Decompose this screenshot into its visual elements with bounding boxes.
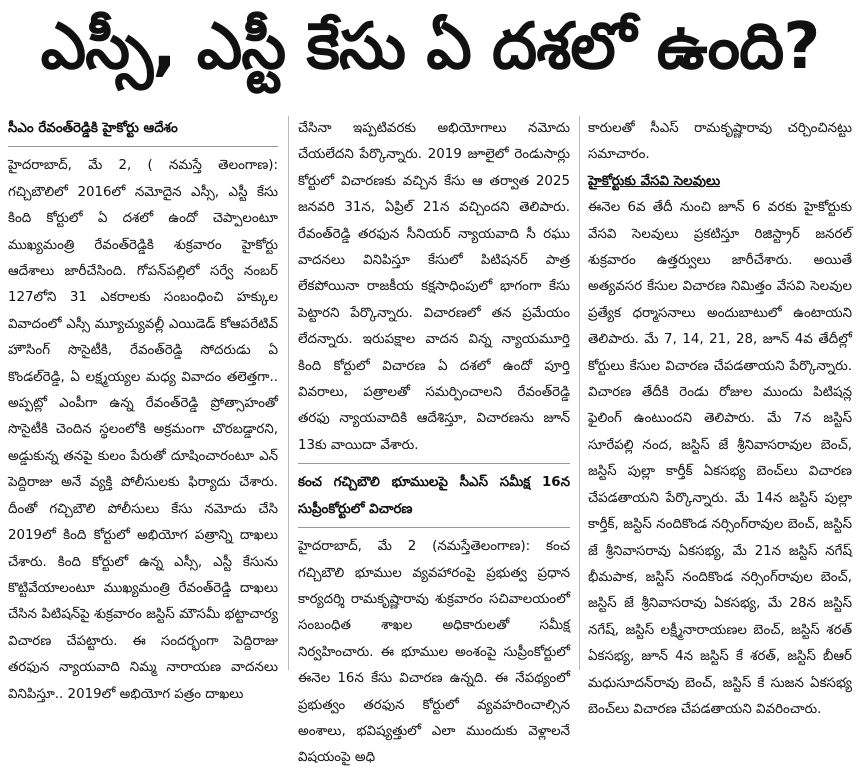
article-paragraph: హైదరాబాద్‌, మే 2 (నమస్తేతెలంగాణ): కంచ గచ్చిబౌలి భూముల వ్యవహారంపై ప్రభుత్వ ప్రధాన కార్యదర్శి రామకృష్ణారావు శుక్రవారం సచివాలయంలో సంబంధిత శాఖల అధికారులతో సమీక్ష నిర్వహించారు. ఈ భూముల అంశంపై సుప్రీంకోర్టులో ఈనెల 16న కేసు విచారణ ఉన్నది. ఈ నేపథ్యంలో ప్రభుత్వం తరఫున కోర్టులో వ్యవహరించాల్సిన అంశాలు, భవిష్యత్తులో ఎలా ముందుకు వెళ్లాలనే విషయంపై అధి [298,539,570,766]
column-1 [8,116,278,702]
column-divider [288,116,289,670]
article-paragraph: కారులతో సీఎస్‌ రామకృష్ణారావు చర్చించినట్టు సమాచారం. [588,121,852,163]
article-paragraph: చేసినా ఇప్పటివరకు అభియోగాలు నమోదు చేయలేదని పేర్కొన్నారు. 2019 జూలైలో రెండుసార్లు కోర్టులో విచారణకు వచ్చిన కేసు ఆ తర్వాత 2025 జనవరి 31న, ఏప్రిల్‌ 21న వచ్చిందని తెలిపారు. రేవంత్‌రెడ్డి తరఫున సీనియర్‌ న్యాయవాది సీ రఘు వాదనలు వినిపిస్తూ కేసులో పిటిషనర్‌ పాత్ర లేకపోయినా రాజకీయ కక్షసాధింపులో భాగంగా కేసు పెట్టారని పేర్కొన్నారు. విచారణలో తన ప్రమేయం లేదన్నారు. ఇరుపక్షాల వాదన విన్న న్యాయమూర్తి కింది కోర్టులో విచారణ ఏ దశలో ఉందో పూర్తి వివరాలు, పత్రాలతో సమర్పించాలని రేవంత్‌రెడ్డి తరఫు న్యాయవాదికి ఆదేశిస్తూ, విచారణను జూన్‌ 13కు వాయిదా వేశారు. [298,121,570,453]
divider-line [298,463,570,464]
divider-line [8,146,278,147]
article-paragraph: హైదరాబాద్‌, మే 2, ( నమస్తే తెలంగాణ): గచ్చిబౌలిలో 2016లో నమోదైన ఎస్సీ, ఎస్టీ కేసు కింది కోర్టులో ఏ దశలో ఉందో చెప్పాలంటూ ముఖ్యమంత్రి రేవంత్‌రెడ్డికి శుక్రవారం హైకోర్టు ఆదేశాలు జారీచేసింది. గోపన్‌పల్లిలో సర్వే నంబర్‌ 127లోని 31 ఎకరాలకు సంబంధించి హక్కుల వివాదంలో ఎస్సీ మ్యూచ్యువల్లీ ఎయిడెడ్‌ కోఆపరేటివ్‌ హౌసింగ్‌ సొసైటీకి, రేవంత్‌రెడ్డి సోదరుడు ఏ కొండల్‌రెడ్డి, ఏ లక్ష్మయ్యల మధ్య వివాదం తలెత్తగా.. అప్పట్లో ఎంపీగా ఉన్న రేవంత్‌రెడ్డి ప్రోత్సాహంతో సొసైటీకి చెందిన స్థలంలోకి అక్రమంగా చొరబడ్డారని, అడ్డుకున్న తనపై కులం పేరుతో దూషించారంటూ ఎన్‌ పెద్దిరాజు అనే వ్యక్తి పోలీసులకు ఫిర్యాదు చేశారు. దీంతో గచ్చిబౌలి పోలీసులు కేసు నమోదు చేసి 2019లో కింది కోర్టులో అభియోగ పత్రాన్ని దాఖలు చేశారు. కింది కోర్టులో ఉన్న ఎస్సీ, ఎస్టీ కేసును కొట్టివేయాలంటూ ముఖ్యమంత్రి రేవంత్‌రెడ్డి దాఖలు చేసిన పిటిషన్‌పై శుక్రవారం జస్టిస్‌ మౌసమీ భట్టాచార్య విచారణ చేపట్టారు. ఈ సందర్భంగా పెద్దిరాజు తరఫున న్యాయవాది నిమ్మ నారాయణ వాదనలు వినిపిస్తూ.. 2019లో అభియోగ పత్రం దాఖలు [8,158,278,702]
headline: ఎస్సీ, ఎస్టీ కేసు ఏ దశలో ఉంది? [40,9,820,84]
column-divider [579,116,580,670]
column-3 [588,116,852,717]
section-subheadline: కంచ గచ్చిబౌలి భూములపై సీఎస్‌ సమీక్ష 16న సుప్రీంకోర్టులో విచారణ [298,475,570,517]
section-subheadline: హైకోర్టుకు వేసవి సెలవులు [588,173,721,189]
column-2 [298,116,570,766]
subheadline: సీఎం రేవంత్‌రెడ్డికి హైకోర్టు ఆదేశం [8,121,178,136]
divider-line [298,527,570,528]
article-paragraph: ఈనెల 6వ తేదీ నుంచి జూన్‌ 6 వరకు హైకోర్టుకు వేసవి సెలవులు ప్రకటిస్తూ రిజిస్ట్రార్‌ జనరల్‌ శుక్రవారం ఉత్తర్వులు జారీచేశారు. అయితే అత్యవసర కేసుల విచారణ నిమిత్తం వేసవి సెలవుల ప్రత్యేక ధర్మాసనాలు అందుబాటులో ఉంటాయని తెలిపారు. మే 7, 14, 21, 28, జూన్‌ 4వ తేదీల్లో కోర్టులు కేసుల విచారణ చేపడతాయని పేర్కొన్నారు. విచారణ తేదీకి రెండు రోజుల ముందు పిటిషన్ల ఫైలింగ్‌ ఉంటుందని తెలిపారు. మే 7న జస్టిస్‌ సూరేపల్లి నంద, జస్టిస్‌ జే శ్రీనివాసరావుల బెంచ్‌, జస్టిస్‌ పుల్లా కార్తీక్‌ ఏకసభ్య బెంచ్‌లు విచారణ చేపడతాయని పేర్కొన్నారు. మే 14న జస్టిస్‌ పుల్లా కార్తీక్‌, జస్టిస్‌ నందికొండ నర్సింగ్‌రావుల బెంచ్‌, జస్టిస్‌ జే శ్రీనివాసరావు ఏకసభ్య, మే 21న జస్టిస్‌ నగేష్‌ భీమపాక, జస్టిస్‌ నందికొండ నర్సింగ్‌రావుల బెంచ్‌, జస్టిస్‌ జే శ్రీనివాసరావు ఏకసభ్య, మే 28న జస్టిస్‌ నగేష్‌, జస్టిస్‌ లక్ష్మీనారాయణల బెంచ్‌, జస్టిస్‌ శరత్‌ ఏకసభ్య, జూన్‌ 4న జస్టిస్‌ కే శరత్‌, జస్టిస్‌ బీఆర్‌ మధుసూదన్‌రావు బెంచ్‌, జస్టిస్‌ కే సుజన ఏకసభ్య బెంచ్‌లు విచారణ చేపడతాయని వివరించారు. [588,200,852,717]
